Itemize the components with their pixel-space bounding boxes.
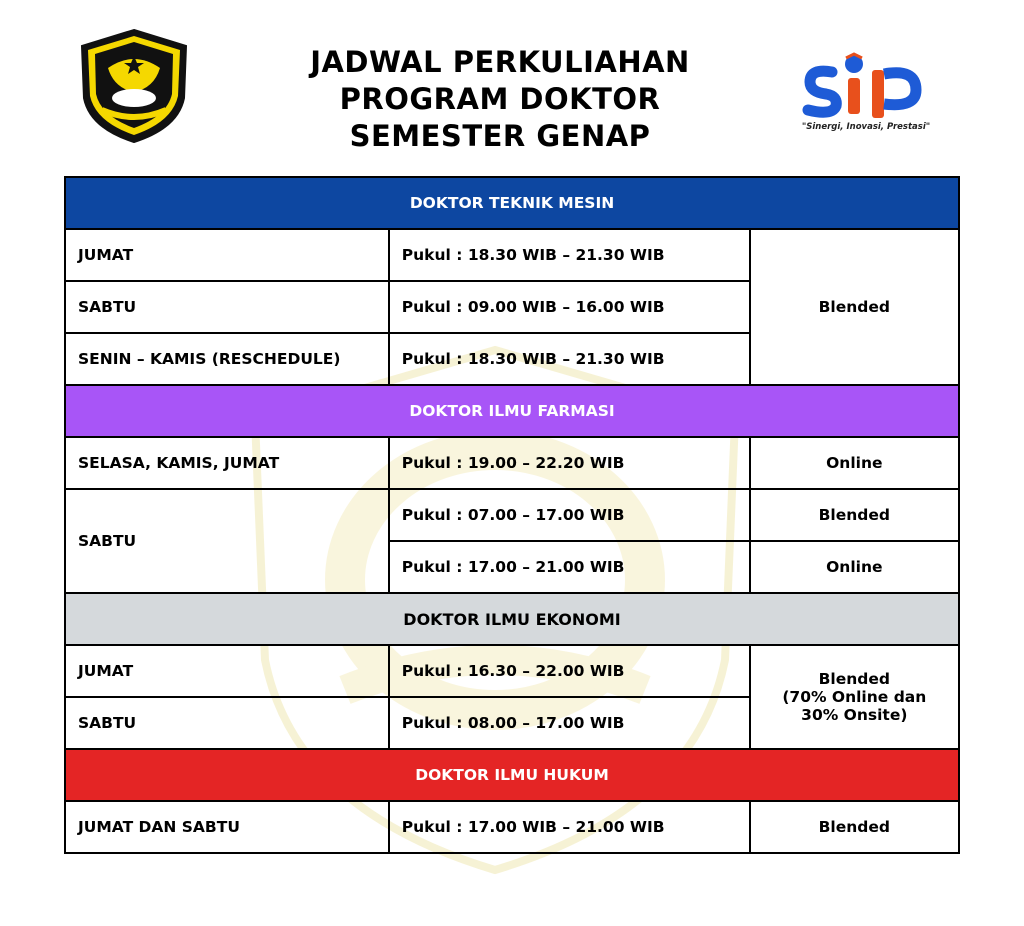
section-title: DOKTOR TEKNIK MESIN [65, 177, 959, 229]
section-header-hukum [65, 749, 959, 801]
section-title: DOKTOR ILMU HUKUM [65, 749, 959, 801]
day-cell: JUMAT DAN SABTU [65, 801, 389, 853]
section-header-farmasi [65, 385, 959, 437]
mode-cell [750, 645, 959, 749]
day-cell: JUMAT [65, 229, 389, 281]
mode-line: 30% Onsite) [801, 706, 908, 724]
table-row [65, 437, 959, 489]
day-cell: SELASA, KAMIS, JUMAT [65, 437, 389, 489]
section-title: DOKTOR ILMU FARMASI [65, 385, 959, 437]
schedule-table [64, 176, 960, 854]
sip-tagline: "Sinergi, Inovasi, Prestasi" [801, 122, 931, 132]
day-cell: SENIN – KAMIS (RESCHEDULE) [65, 333, 389, 385]
section-header-teknik-mesin [65, 177, 959, 229]
mode-cell: Online [750, 541, 959, 593]
page-title [240, 44, 760, 155]
table-row [65, 229, 959, 281]
day-cell: SABTU [65, 281, 389, 333]
time-cell: Pukul : 18.30 WIB – 21.30 WIB [389, 333, 750, 385]
section-header-ekonomi [65, 593, 959, 645]
university-pancasila-logo [74, 28, 194, 144]
mode-cell: Online [750, 437, 959, 489]
time-cell: Pukul : 17.00 WIB – 21.00 WIB [389, 801, 750, 853]
header [0, 0, 1024, 176]
time-cell: Pukul : 16.30 – 22.00 WIB [389, 645, 750, 697]
time-cell: Pukul : 17.00 – 21.00 WIB [389, 541, 750, 593]
title-line-1: JADWAL PERKULIAHAN [310, 45, 690, 79]
table-row [65, 645, 959, 697]
time-cell: Pukul : 09.00 WIB – 16.00 WIB [389, 281, 750, 333]
sip-logo-mark [796, 52, 936, 120]
table-row [65, 801, 959, 853]
table-row [65, 489, 959, 541]
time-cell: Pukul : 07.00 – 17.00 WIB [389, 489, 750, 541]
title-line-3: SEMESTER GENAP [349, 119, 651, 153]
sip-logo [796, 52, 936, 142]
time-cell: Pukul : 18.30 WIB – 21.30 WIB [389, 229, 750, 281]
mode-line: (70% Online dan [782, 688, 927, 706]
mode-line: Blended [818, 670, 890, 688]
day-cell: SABTU [65, 489, 389, 593]
title-line-2: PROGRAM DOKTOR [339, 82, 661, 116]
time-cell: Pukul : 19.00 – 22.20 WIB [389, 437, 750, 489]
section-title: DOKTOR ILMU EKONOMI [65, 593, 959, 645]
day-cell: SABTU [65, 697, 389, 749]
mode-cell: Blended [750, 229, 959, 385]
time-cell: Pukul : 08.00 – 17.00 WIB [389, 697, 750, 749]
day-cell: JUMAT [65, 645, 389, 697]
mode-cell: Blended [750, 489, 959, 541]
mode-cell: Blended [750, 801, 959, 853]
